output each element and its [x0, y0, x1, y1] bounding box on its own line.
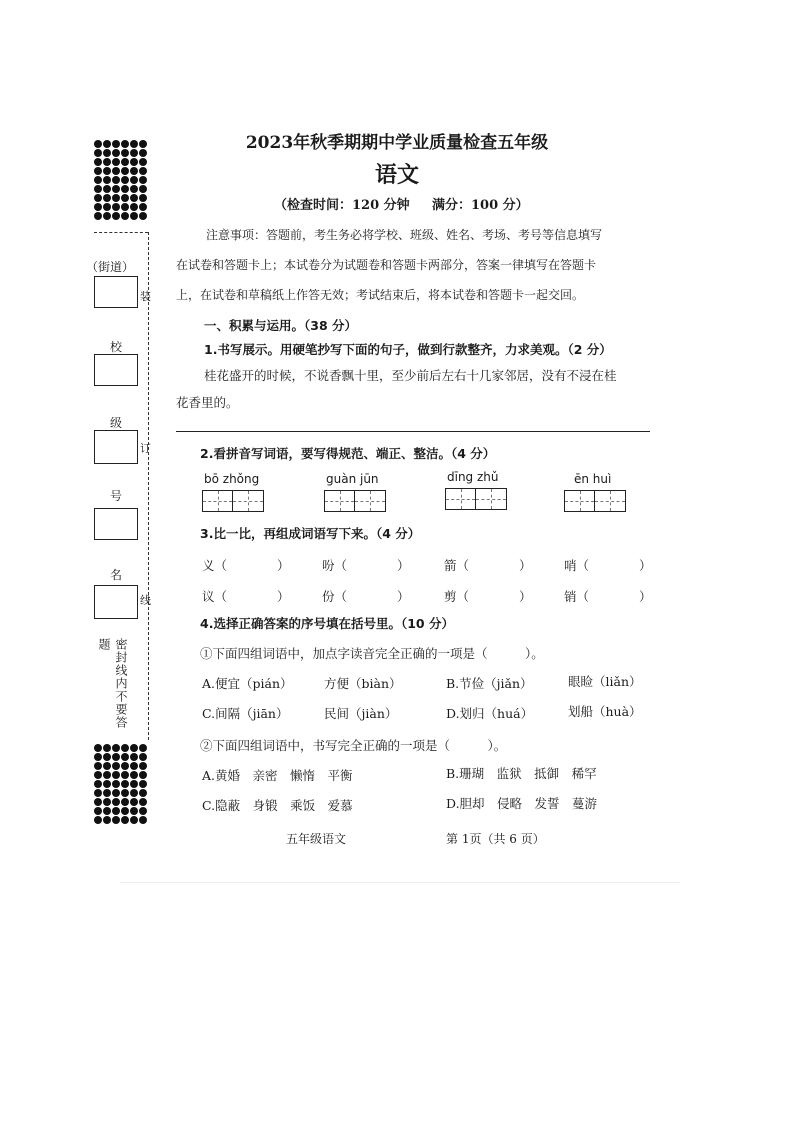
q3-title: 3.比一比，再组成词语写下来。（4 分）	[200, 526, 421, 541]
footer-page-number: 第 1页（共 6 页）	[446, 832, 545, 846]
binding-dot	[139, 744, 147, 752]
binding-dot	[94, 780, 102, 788]
grade-label: 级	[110, 416, 123, 430]
grade-field[interactable]	[94, 430, 138, 464]
q4-1-option: B.节俭（jiǎn）	[446, 676, 533, 691]
binding-dot	[112, 807, 120, 815]
binding-dot	[112, 816, 120, 824]
q4-1-option: 划船（huà）	[568, 704, 642, 719]
q4-1-option: 眼睑（liǎn）	[568, 674, 642, 689]
compare-item: 义（ ）	[202, 558, 290, 573]
scan-edge	[120, 882, 680, 883]
binding-dot	[139, 816, 147, 824]
q4-title: 4.选择正确答案的序号填在括号里。（10 分）	[200, 616, 454, 631]
binding-dot	[121, 807, 129, 815]
binding-dot	[103, 212, 111, 220]
binding-dot	[121, 762, 129, 770]
binding-dot	[139, 807, 147, 815]
notice-line-2: 在试卷和答题卡上；本试卷分为试题卷和答题卡两部分，答案一律填写在答题卡	[176, 258, 597, 272]
binding-dot	[103, 807, 111, 815]
binding-dot	[121, 212, 129, 220]
binding-dot	[112, 744, 120, 752]
notice-line-3: 上，在试卷和草稿纸上作答无效；考试结束后，将本试卷和答题卡一起交回。	[176, 288, 585, 302]
section-1-heading: 一、积累与运用。（38 分）	[204, 318, 357, 333]
binding-dot	[139, 762, 147, 770]
q4-1-option: C.间隔（jiān）	[202, 706, 289, 721]
binding-dot	[139, 194, 147, 202]
binding-dot	[103, 816, 111, 824]
pinyin-4: ēn huì	[574, 472, 612, 486]
binding-dot	[94, 789, 102, 797]
pinyin-1: bō zhǒng	[204, 472, 260, 486]
binding-dot	[103, 203, 111, 211]
exam-title: 2023年秋季期期中学业质量检查五年级	[245, 133, 549, 153]
footer-subject: 五年级语文	[286, 832, 347, 846]
binding-frame-top	[94, 232, 148, 233]
char-grid-3[interactable]	[445, 488, 507, 510]
binding-dot	[94, 816, 102, 824]
binding-dot	[139, 789, 147, 797]
grid-cell[interactable]	[325, 491, 355, 511]
number-field[interactable]	[94, 508, 138, 540]
q4-1-title: ①下面四组词语中，加点字读音完全正确的一项是（ ）。	[200, 646, 544, 661]
binding-dot	[94, 744, 102, 752]
seal-warning: 密封线内不要答题	[97, 638, 128, 729]
binding-dot	[112, 798, 120, 806]
binding-dot	[94, 798, 102, 806]
grid-cell[interactable]	[565, 491, 595, 511]
binding-dot	[139, 203, 147, 211]
binding-dot	[139, 780, 147, 788]
binding-dot	[139, 212, 147, 220]
binding-dot	[103, 771, 111, 779]
school-field[interactable]	[94, 354, 138, 386]
name-label: 名	[110, 568, 123, 582]
binding-dot	[112, 212, 120, 220]
binding-dot	[130, 771, 138, 779]
q4-2-option: B.珊瑚 监狱 抵御 稀罕	[446, 766, 597, 781]
binding-dot	[121, 203, 129, 211]
q1-title: 1.书写展示。用硬笔抄写下面的句子，做到行款整齐，力求美观。（2 分）	[204, 342, 612, 357]
q4-2-option: C.隐蔽 身锻 乘饭 爱慕	[202, 798, 353, 813]
binding-dot	[103, 798, 111, 806]
binding-dot	[139, 771, 147, 779]
binding-dot	[94, 753, 102, 761]
binding-dot	[130, 762, 138, 770]
exam-subject: 语文	[374, 162, 419, 188]
binding-dot	[103, 780, 111, 788]
binding-dot	[121, 753, 129, 761]
compare-item: 箭（ ）	[444, 558, 532, 573]
binding-dot	[130, 744, 138, 752]
binding-dot	[130, 816, 138, 824]
q4-2-title: ②下面四组词语中，书写完全正确的一项是（ ）。	[200, 738, 507, 753]
binding-dot	[94, 807, 102, 815]
binding-dot	[103, 762, 111, 770]
q4-1-option: 方便（biàn）	[324, 676, 402, 691]
binding-dot	[103, 789, 111, 797]
grid-cell[interactable]	[476, 489, 506, 509]
binding-dot	[112, 753, 120, 761]
q4-1-option: D.划归（huá）	[446, 706, 534, 721]
grid-cell[interactable]	[355, 491, 385, 511]
binding-dot	[103, 194, 111, 202]
binding-dot	[130, 807, 138, 815]
name-field[interactable]	[94, 585, 138, 619]
q4-2-option: D.胆却 侵略 发誓 蔓游	[446, 796, 598, 811]
char-grid-1[interactable]	[202, 490, 264, 512]
binding-dot	[94, 194, 102, 202]
char-grid-2[interactable]	[324, 490, 386, 512]
binding-dot	[121, 798, 129, 806]
compare-item: 吩（ ）	[322, 558, 410, 573]
binding-dot	[121, 744, 129, 752]
binding-dot	[103, 753, 111, 761]
binding-dot	[94, 212, 102, 220]
q4-2-option: A.黄婚 亲密 懒惰 平衡	[202, 768, 353, 783]
binding-dot	[130, 212, 138, 220]
binding-dot	[130, 203, 138, 211]
compare-item: 剪（ ）	[444, 589, 532, 604]
compare-item: 议（ ）	[202, 589, 290, 604]
binding-dots-bottom	[94, 744, 147, 824]
binding-dot	[121, 771, 129, 779]
binding-dot	[121, 194, 129, 202]
binding-dot	[139, 753, 147, 761]
binding-dot	[130, 753, 138, 761]
q4-1-option: 民间（jiàn）	[324, 706, 398, 721]
binding-dot	[121, 789, 129, 797]
q1-passage-line-2: 花香里的。	[176, 395, 239, 410]
grid-cell[interactable]	[203, 491, 233, 511]
compare-item: 份（ ）	[322, 589, 410, 604]
binding-dot	[130, 798, 138, 806]
binding-dot	[130, 780, 138, 788]
binding-dashed-line	[148, 232, 149, 740]
q1-passage-line-1: 桂花盛开的时候，不说香飘十里，至少前后左右十几家邻居，没有不浸在桂	[204, 368, 617, 383]
grid-cell[interactable]	[595, 491, 625, 511]
binding-dot	[112, 771, 120, 779]
q4-1-option: A.便宜（pián）	[202, 676, 293, 691]
notice-line-1: 注意事项：答题前，考生务必将学校、班级、姓名、考场、考号等信息填写	[206, 228, 603, 242]
binding-dot	[112, 789, 120, 797]
exam-time-info: （检查时间：120 分钟	[274, 198, 410, 213]
binding-dot	[112, 762, 120, 770]
school-label: 校	[110, 340, 123, 354]
binding-dot	[112, 203, 120, 211]
side-char-ding: 订	[140, 442, 151, 455]
street-label: （街道）	[86, 260, 135, 274]
exam-score-info: 满分：100 分）	[432, 198, 529, 213]
number-label: 号	[110, 489, 123, 503]
pinyin-3: dīng zhǔ	[447, 470, 499, 484]
pinyin-2: guàn jūn	[326, 472, 379, 486]
binding-dot	[112, 780, 120, 788]
binding-dot	[121, 816, 129, 824]
side-char-xian: 线	[140, 594, 151, 607]
street-field[interactable]	[94, 276, 138, 308]
char-grid-4[interactable]	[564, 490, 626, 512]
binding-dot	[121, 780, 129, 788]
binding-dot	[130, 194, 138, 202]
grid-cell[interactable]	[233, 491, 263, 511]
binding-dot	[94, 771, 102, 779]
compare-item: 哨（ ）	[564, 558, 652, 573]
side-char-zhuang: 装	[140, 290, 151, 303]
compare-item: 销（ ）	[564, 589, 652, 604]
binding-dot	[103, 744, 111, 752]
binding-dot	[112, 194, 120, 202]
binding-dot	[130, 789, 138, 797]
binding-dot	[94, 203, 102, 211]
q2-title: 2.看拼音写词语，要写得规范、端正、整洁。（4 分）	[200, 446, 496, 461]
binding-dot	[139, 798, 147, 806]
q1-writing-line[interactable]	[176, 431, 650, 432]
grid-cell[interactable]	[446, 489, 476, 509]
binding-dot	[94, 762, 102, 770]
